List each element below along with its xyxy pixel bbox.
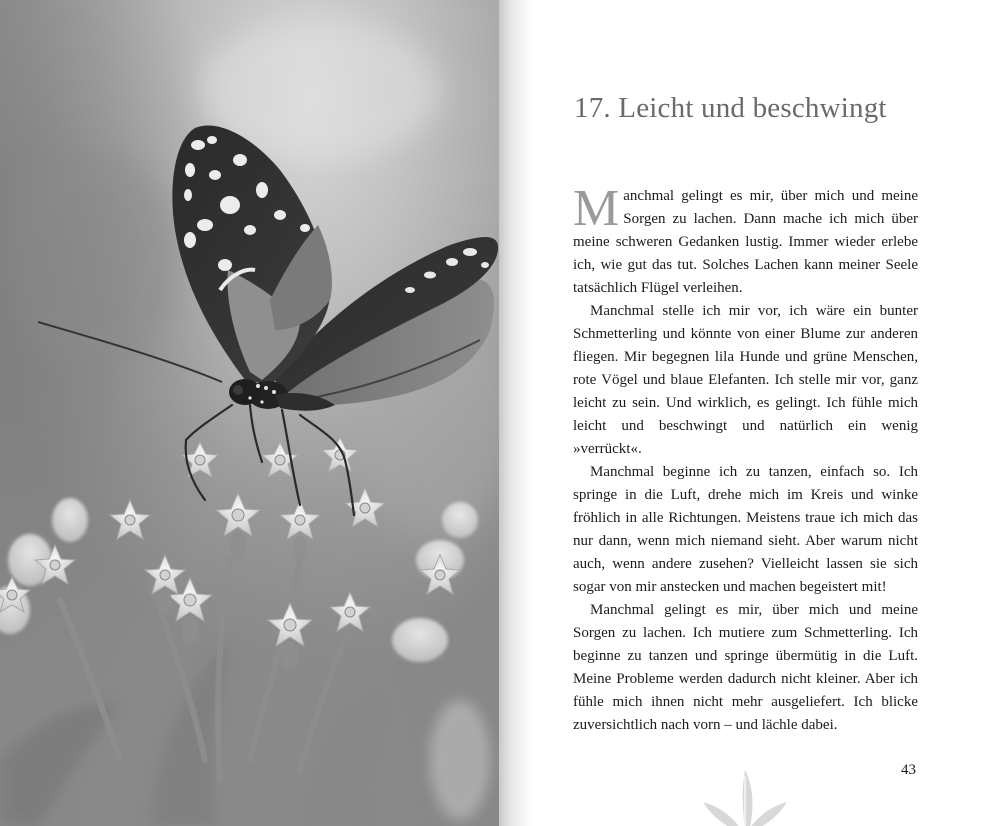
chapter-title: 17. Leicht und beschwingt xyxy=(574,92,887,124)
paragraph-1-text: anchmal gelingt es mir, über mich und meine Sorgen zu lachen. Dann mache ich mich über meine schweren Gedanken lustig. Immer wieder erlebe ich, wie gut das tut. Solches Lachen kann meiner Seele tatsächlich Flügel verleihen. xyxy=(573,188,918,296)
butterfly-on-flowers-photo xyxy=(0,0,499,826)
paragraph-2: Manchmal stelle ich mir vor, ich wäre ein bunter Schmetterling und könnte von einer Blume zur anderen fliegen. Mir begegnen lila Hunde und grüne Menschen, rote Vögel und blaue Elefanten. Ich stelle mir vor, ganz leicht zu sein. Und wirklich, es gelingt. Ich fühle mich leicht und beschwingt und natürlich ein wenig »verrückt«. xyxy=(573,303,918,457)
paragraph-4: Manchmal gelingt es mir, über mich und meine Sorgen zu lachen. Ich mutiere zum Schmetterling. Ich beginne zu tanzen und springe übermütig in die Luft. Meine Probleme werden dadurch nicht kleiner. Aber ich fühle mich ihnen nicht mehr ausgeliefert. Ich blicke zuversichtlich nach vorn – und lächle dabei. xyxy=(573,602,918,733)
right-page xyxy=(499,0,1000,826)
drop-cap: M xyxy=(573,180,620,237)
chapter-body xyxy=(573,180,918,737)
page-number: 43 xyxy=(901,762,916,778)
paragraph-1 xyxy=(573,180,918,300)
left-page-photo xyxy=(0,0,499,826)
leaf-sprout-icon xyxy=(703,762,787,826)
paragraph-3: Manchmal beginne ich zu tanzen, einfach so. Ich springe in die Luft, drehe mich im Kreis und winke fröhlich in alle Richtungen. Meistens traue ich mich das nur dann, wenn mich niemand sieht. Aber warum nicht auch, wenn andere zusehen? Vielleicht lassen sie sich sogar von mir anstecken und machen begeistert mit! xyxy=(573,464,918,595)
